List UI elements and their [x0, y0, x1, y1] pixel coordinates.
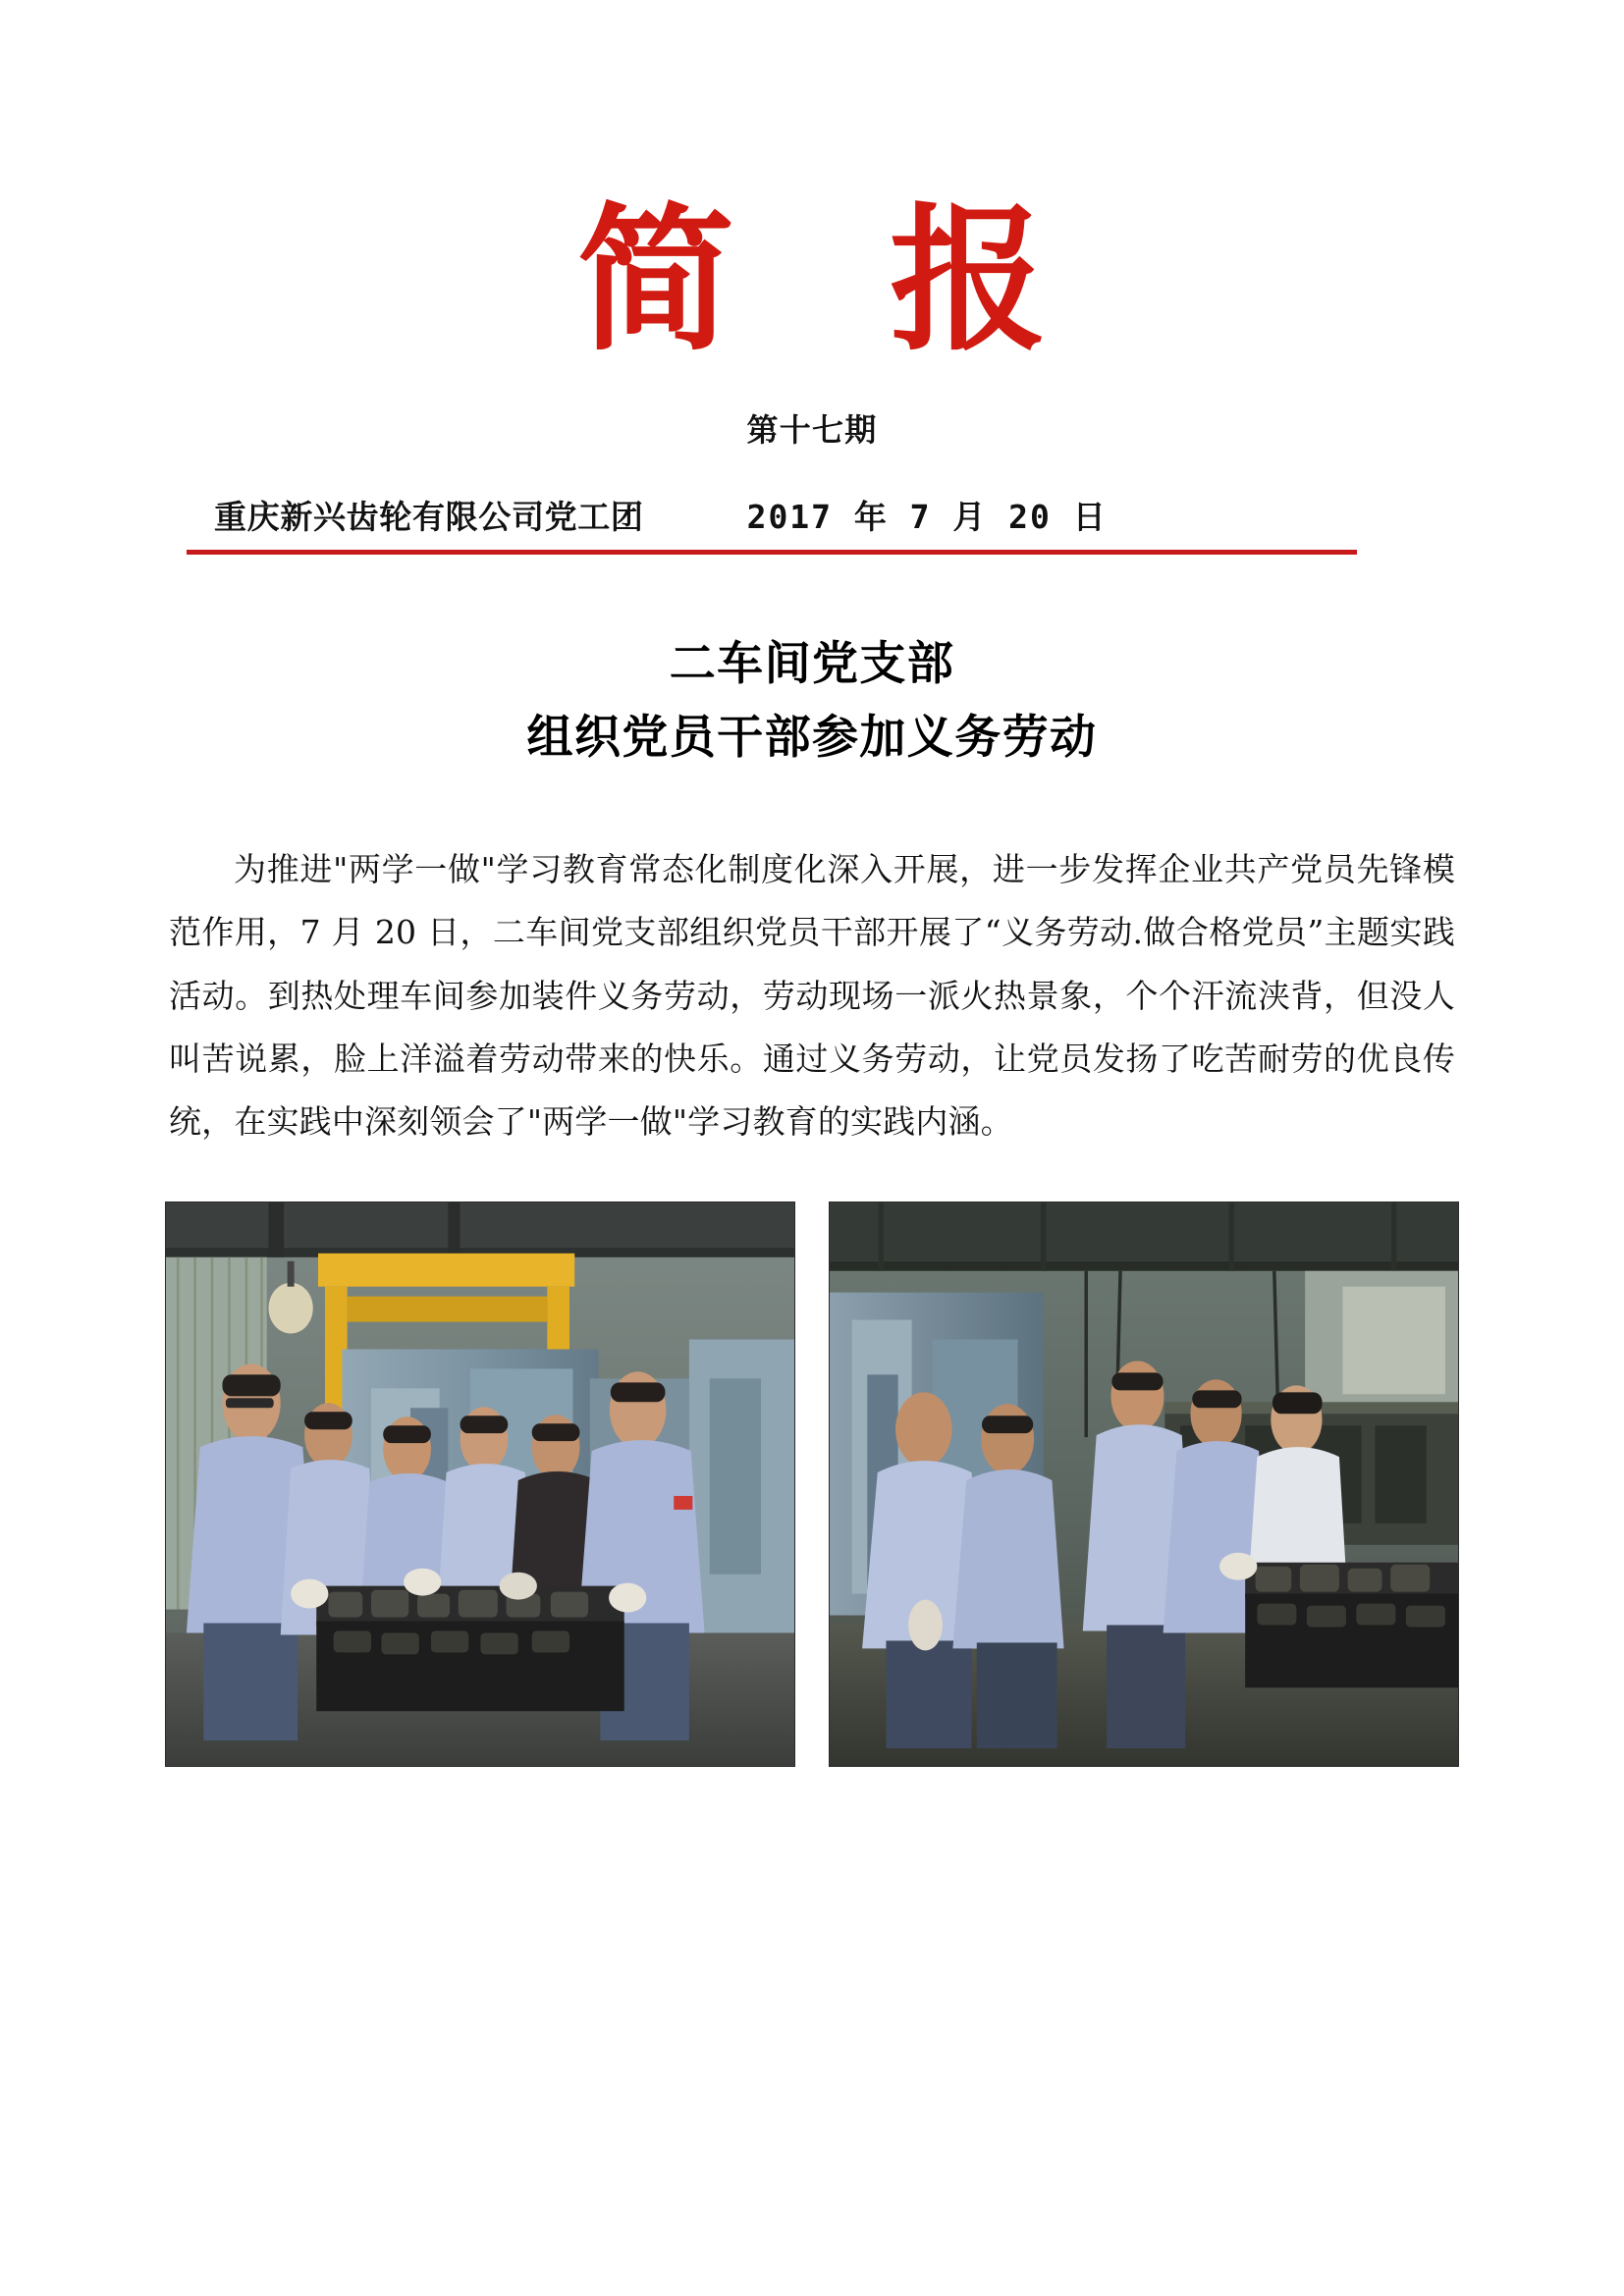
photo-row [147, 1201, 1477, 1767]
headline-line-2: 组织党员干部参加义务劳动 [526, 711, 1098, 766]
article-body: 为推进"两学一做"学习教育常态化制度化深入开展，进一步发挥企业共产党员先锋模范作用，7 月 20 日，二车间党支部组织党员干部开展了“义务劳动.做合格党员”主题实践活动。到热处理车间参加装件义务劳动，劳动现场一派火热景象，个个汗流浃背，但没人叫苦说累，脸上洋溢着劳动带来的快乐。通过义务劳动，让党员发扬了吃苦耐劳的优良传统，在实践中深刻领会了"两学一做"学习教育的实践内涵。 [169, 849, 1455, 1142]
workshop-photo-left [165, 1201, 795, 1767]
masthead-title: 简 报 [576, 187, 1098, 372]
issue-number: 第十七期 [746, 411, 878, 449]
article-headline [147, 633, 1477, 770]
publisher-line [147, 492, 1477, 555]
red-divider-rule [187, 550, 1357, 555]
publisher-name: 重庆新兴齿轮有限公司党工团 [214, 498, 644, 536]
headline-line-1: 二车间党支部 [669, 637, 955, 691]
publication-date: 2017 年 7 月 20 日 [746, 498, 1108, 536]
workshop-photo-right [829, 1201, 1459, 1767]
